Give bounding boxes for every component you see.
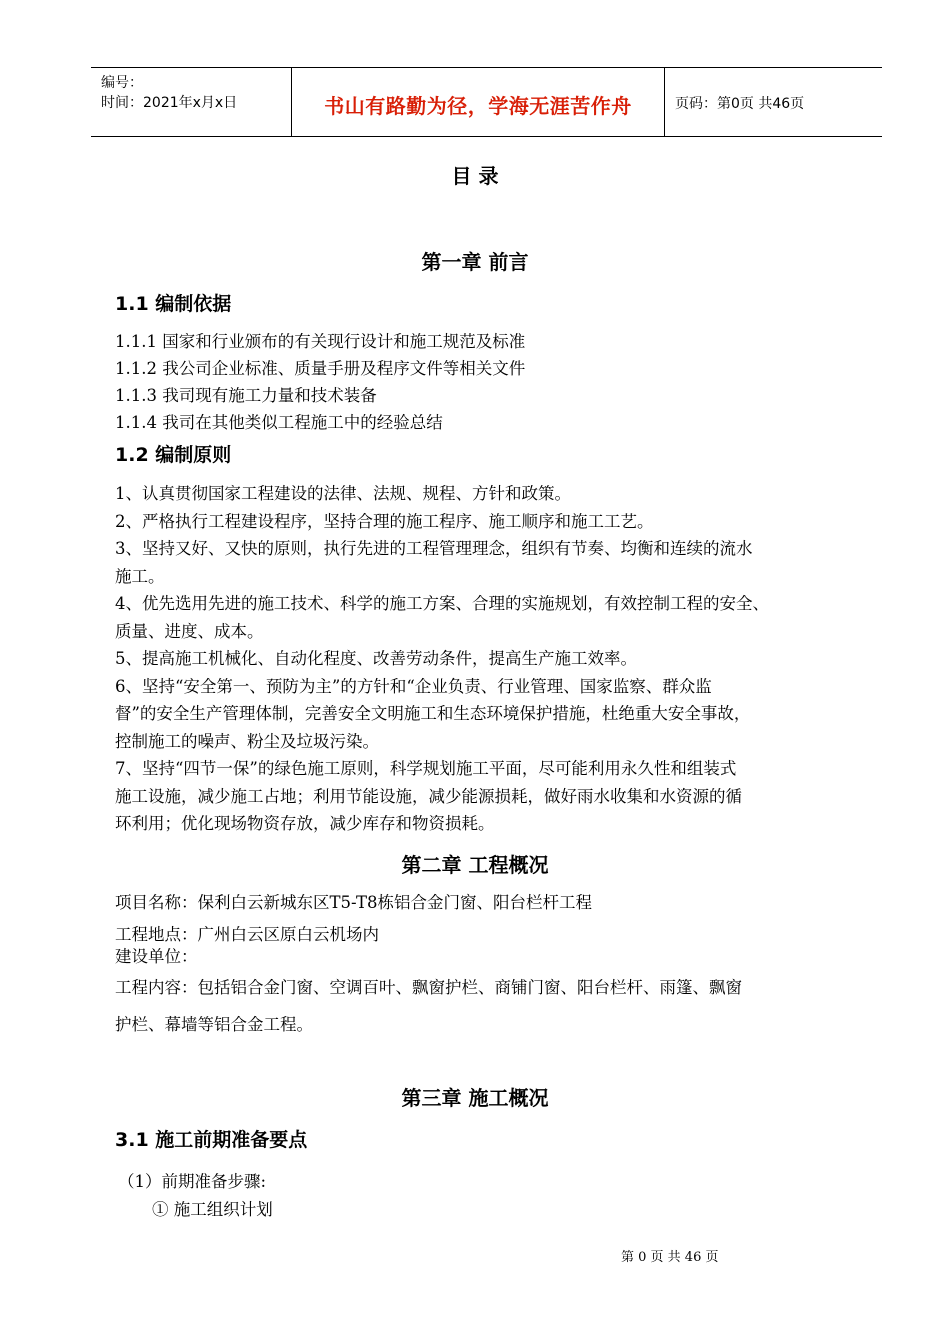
toc-title: 目 录: [451, 164, 499, 188]
page-info: 页码：第0页 共46页: [675, 96, 805, 112]
project-location: 工程地点：广州白云区原白云机场内: [115, 925, 379, 944]
principle-7-line3: 环利用；优化现场物资存放，减少库存和物资损耗。: [115, 814, 495, 833]
principle-7-line1: 7、坚持“四节一保”的绿色施工原则，科学规划施工平面，尽可能利用永久性和组装式: [115, 759, 737, 778]
page-footer: 第 0 页 共 46 页: [621, 1250, 719, 1265]
section-3-1-title: 3.1 施工前期准备要点: [115, 1129, 308, 1151]
time-label: 时间：2021年x月x日: [101, 95, 238, 111]
principle-3-line1: 3、坚持又好、又快的原则，执行先进的工程管理理念，组织有节奏、均衡和连续的流水: [115, 539, 753, 558]
section-1-1-title: 1.1 编制依据: [115, 293, 232, 315]
principle-1: 1、认真贯彻国家工程建设的法律、法规、规程、方针和政策。: [115, 484, 571, 503]
list-item: 1.1.1 国家和行业颁布的有关现行设计和施工规范及标准: [115, 332, 526, 351]
header-motto-cell: [292, 68, 665, 136]
section-1-2-title: 1.2 编制原则: [115, 444, 232, 466]
header-page-cell: [665, 68, 882, 136]
list-item: 1.1.3 我司现有施工力量和技术装备: [115, 386, 377, 405]
principle-6-line1: 6、坚持“安全第一、预防为主”的方针和“企业负责、行业管理、国家监察、群众监: [115, 676, 712, 696]
step-1: ① 施工组织计划: [152, 1200, 273, 1219]
principle-2: 2、严格执行工程建设程序，坚持合理的施工程序、施工顺序和施工工艺。: [115, 511, 654, 531]
code-label: 编号：: [101, 75, 143, 91]
chapter3-title: 第三章 施工概况: [401, 1086, 549, 1110]
chapter1-title: 第一章 前言: [421, 250, 529, 274]
principle-3-line2: 施工。: [115, 566, 165, 586]
page-header: [91, 67, 882, 137]
principle-4-line2: 质量、进度、成本。: [115, 621, 264, 641]
principle-4-line1: 4、优先选用先进的施工技术、科学的施工方案、合理的实施规划，有效控制工程的安全、: [115, 594, 769, 613]
project-content-line1: 工程内容：包括铝合金门窗、空调百叶、飘窗护栏、商铺门窗、阳台栏杆、雨篷、飘窗: [115, 978, 742, 997]
principle-5: 5、提高施工机械化、自动化程度、改善劳动条件，提高生产施工效率。: [115, 649, 637, 668]
step-label: （1）前期准备步骤:: [118, 1172, 267, 1191]
chapter2-title: 第二章 工程概况: [401, 853, 549, 877]
principle-6-line2: 督”的安全生产管理体制，完善安全文明施工和生态环境保护措施，杜绝重大安全事故，: [115, 704, 751, 723]
project-content-line2: 护栏、幕墙等铝合金工程。: [115, 1015, 313, 1034]
principle-7-line2: 施工设施，减少施工占地；利用节能设施，减少能源损耗，做好雨水收集和水资源的循: [115, 786, 742, 806]
motto: 书山有路勤为径，学海无涯苦作舟: [324, 94, 632, 118]
principles-text: [115, 480, 865, 838]
header-meta-cell: [91, 68, 292, 136]
list-item: 1.1.2 我公司企业标准、质量手册及程序文件等相关文件: [115, 359, 526, 378]
project-builder: 建设单位：: [115, 947, 198, 966]
principle-6-line3: 控制施工的噪声、粉尘及垃圾污染。: [115, 731, 379, 751]
project-name: 项目名称：保利白云新城东区T5-T8栋铝合金门窗、阳台栏杆工程: [115, 893, 592, 912]
list-item: 1.1.4 我司在其他类似工程施工中的经验总结: [115, 413, 443, 432]
